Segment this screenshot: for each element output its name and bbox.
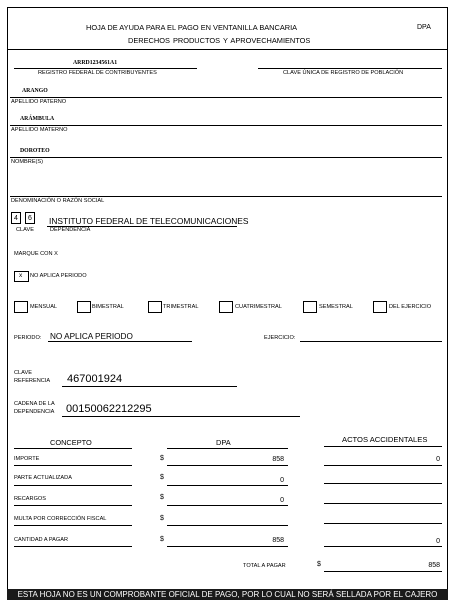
clave-label: CLAVE	[16, 227, 34, 233]
clave-digit-1: 4	[14, 214, 18, 222]
del-ejercicio-checkbox[interactable]	[373, 301, 387, 313]
row-cantidad-dpa: 858	[272, 537, 284, 544]
del-ejercicio-label: DEL EJERCICIO	[389, 304, 432, 310]
rfc-value: ARRD1234561A1	[73, 60, 118, 66]
mensual-label: MENSUAL	[30, 304, 58, 310]
cuatrimestral-checkbox[interactable]	[219, 301, 233, 313]
rfc-line	[14, 68, 197, 69]
semestral-checkbox[interactable]	[303, 301, 317, 313]
row-parte-dpa-line	[167, 485, 288, 486]
clave-referencia-line	[62, 386, 237, 387]
row-multa-currency: $	[160, 515, 164, 522]
row-cantidad-currency: $	[160, 536, 164, 543]
apellido-paterno-label: APELLIDO PATERNO	[11, 99, 67, 105]
row-cantidad-actos: 0	[436, 538, 440, 545]
row-importe-concepto-line	[14, 465, 132, 466]
col-actos-line	[324, 446, 442, 447]
form-subtitle: DERECHOS PRODUCTOS Y APROVECHAMIENTOS	[128, 36, 311, 45]
nombre-value: DOROTEO	[20, 148, 50, 154]
row-importe-concepto: IMPORTE	[14, 456, 40, 462]
col-concepto-line	[14, 448, 132, 449]
dependencia-name: INSTITUTO FEDERAL DE TELECOMUNICACIONES	[49, 216, 249, 226]
trimestral-checkbox[interactable]	[148, 301, 162, 313]
bimestral-checkbox[interactable]	[77, 301, 91, 313]
row-cantidad-actos-line	[324, 546, 442, 547]
clave-referencia-value: 467001924	[67, 373, 123, 385]
row-parte-dpa: 0	[280, 477, 284, 484]
row-multa-dpa-line	[167, 525, 288, 526]
form-title: HOJA DE AYUDA PARA EL PAGO EN VENTANILLA BANCARIA	[86, 23, 298, 32]
dependencia-label: DEPENDENCIA	[50, 227, 91, 233]
header-divider	[8, 49, 448, 50]
apellido-materno-line	[10, 125, 442, 126]
row-recargos-dpa: 0	[280, 497, 284, 504]
row-recargos-dpa-line	[167, 505, 288, 506]
row-recargos-currency: $	[160, 494, 164, 501]
row-multa-concepto: MULTA POR CORRECCIÓN FISCAL	[14, 516, 107, 522]
row-parte-currency: $	[160, 474, 164, 481]
periodo-value: NO APLICA PERIODO	[50, 332, 133, 341]
col-actos-header: ACTOS ACCIDENTALES	[342, 435, 428, 444]
row-cantidad-concepto-line	[14, 546, 132, 547]
nombre-label: NOMBRE(S)	[11, 159, 44, 165]
col-dpa-line	[167, 448, 288, 449]
rfc-label: REGISTRO FEDERAL DE CONTRIBUYENTES	[38, 70, 157, 76]
apellido-paterno-line	[10, 97, 442, 98]
ejercicio-line	[300, 341, 442, 342]
row-importe-dpa-line	[167, 465, 288, 466]
semestral-label: SEMESTRAL	[319, 304, 353, 310]
row-importe-actos: 0	[436, 456, 440, 463]
apellido-materno-label: APELLIDO MATERNO	[11, 127, 68, 133]
row-recargos-concepto: RECARGOS	[14, 496, 47, 502]
cuatrimestral-label: CUATRIMESTRAL	[235, 304, 282, 310]
cadena-label-2: DEPENDENCIA	[14, 409, 55, 415]
clave-referencia-label-2: REFERENCIA	[14, 378, 51, 384]
no-aplica-mark: x	[19, 272, 23, 279]
curp-line	[258, 68, 442, 69]
row-recargos-concepto-line	[14, 505, 132, 506]
row-parte-actos-line	[324, 483, 442, 484]
disclaimer-footer: ESTA HOJA NO ES UN COMPROBANTE OFICIAL DE PAGO, POR LO CUAL NO SERÁ SELLADA POR EL CAJERO	[7, 589, 448, 600]
row-multa-concepto-line	[14, 525, 132, 526]
clave-referencia-label-1: CLAVE	[14, 370, 32, 376]
total-label: TOTAL A PAGAR	[243, 563, 286, 569]
col-concepto-header: CONCEPTO	[50, 438, 92, 447]
marque-label: MARQUE CON X	[14, 251, 58, 257]
ejercicio-label: EJERCICIO:	[264, 335, 296, 341]
cadena-label-1: CADENA DE LA	[14, 401, 55, 407]
mensual-checkbox[interactable]	[14, 301, 28, 313]
apellido-paterno-value: ARANGO	[22, 88, 48, 94]
trimestral-label: TRIMESTRAL	[163, 304, 199, 310]
nombre-line	[10, 157, 442, 158]
no-aplica-label: NO APLICA PERIODO	[30, 273, 87, 279]
row-parte-concepto-line	[14, 485, 132, 486]
row-importe-currency: $	[160, 455, 164, 462]
curp-label: CLAVE ÚNICA DE REGISTRO DE POBLACIÓN	[283, 70, 404, 76]
row-importe-actos-line	[324, 465, 442, 466]
total-currency: $	[317, 561, 321, 568]
clave-digit-2: 6	[28, 214, 32, 222]
bimestral-label: BIMESTRAL	[92, 304, 124, 310]
periodo-line	[48, 341, 192, 342]
col-dpa-header: DPA	[216, 438, 231, 447]
periodo-label: PERIODO:	[14, 335, 42, 341]
form-code: DPA	[417, 24, 431, 31]
cadena-value: 00150062212295	[66, 403, 152, 415]
cadena-line	[62, 416, 300, 417]
total-value: 858	[428, 562, 440, 569]
row-recargos-actos-line	[324, 503, 442, 504]
apellido-materno-value: ARÁMBULA	[20, 116, 55, 122]
row-parte-concepto: PARTE ACTUALIZADA	[14, 475, 72, 481]
razon-social-line	[10, 196, 442, 197]
row-cantidad-dpa-line	[167, 546, 288, 547]
row-cantidad-concepto: CANTIDAD A PAGAR	[14, 537, 68, 543]
razon-social-label: DENOMINACIÓN O RAZÓN SOCIAL	[11, 198, 105, 204]
total-line	[324, 571, 442, 572]
row-multa-actos-line	[324, 523, 442, 524]
row-importe-dpa: 858	[272, 456, 284, 463]
